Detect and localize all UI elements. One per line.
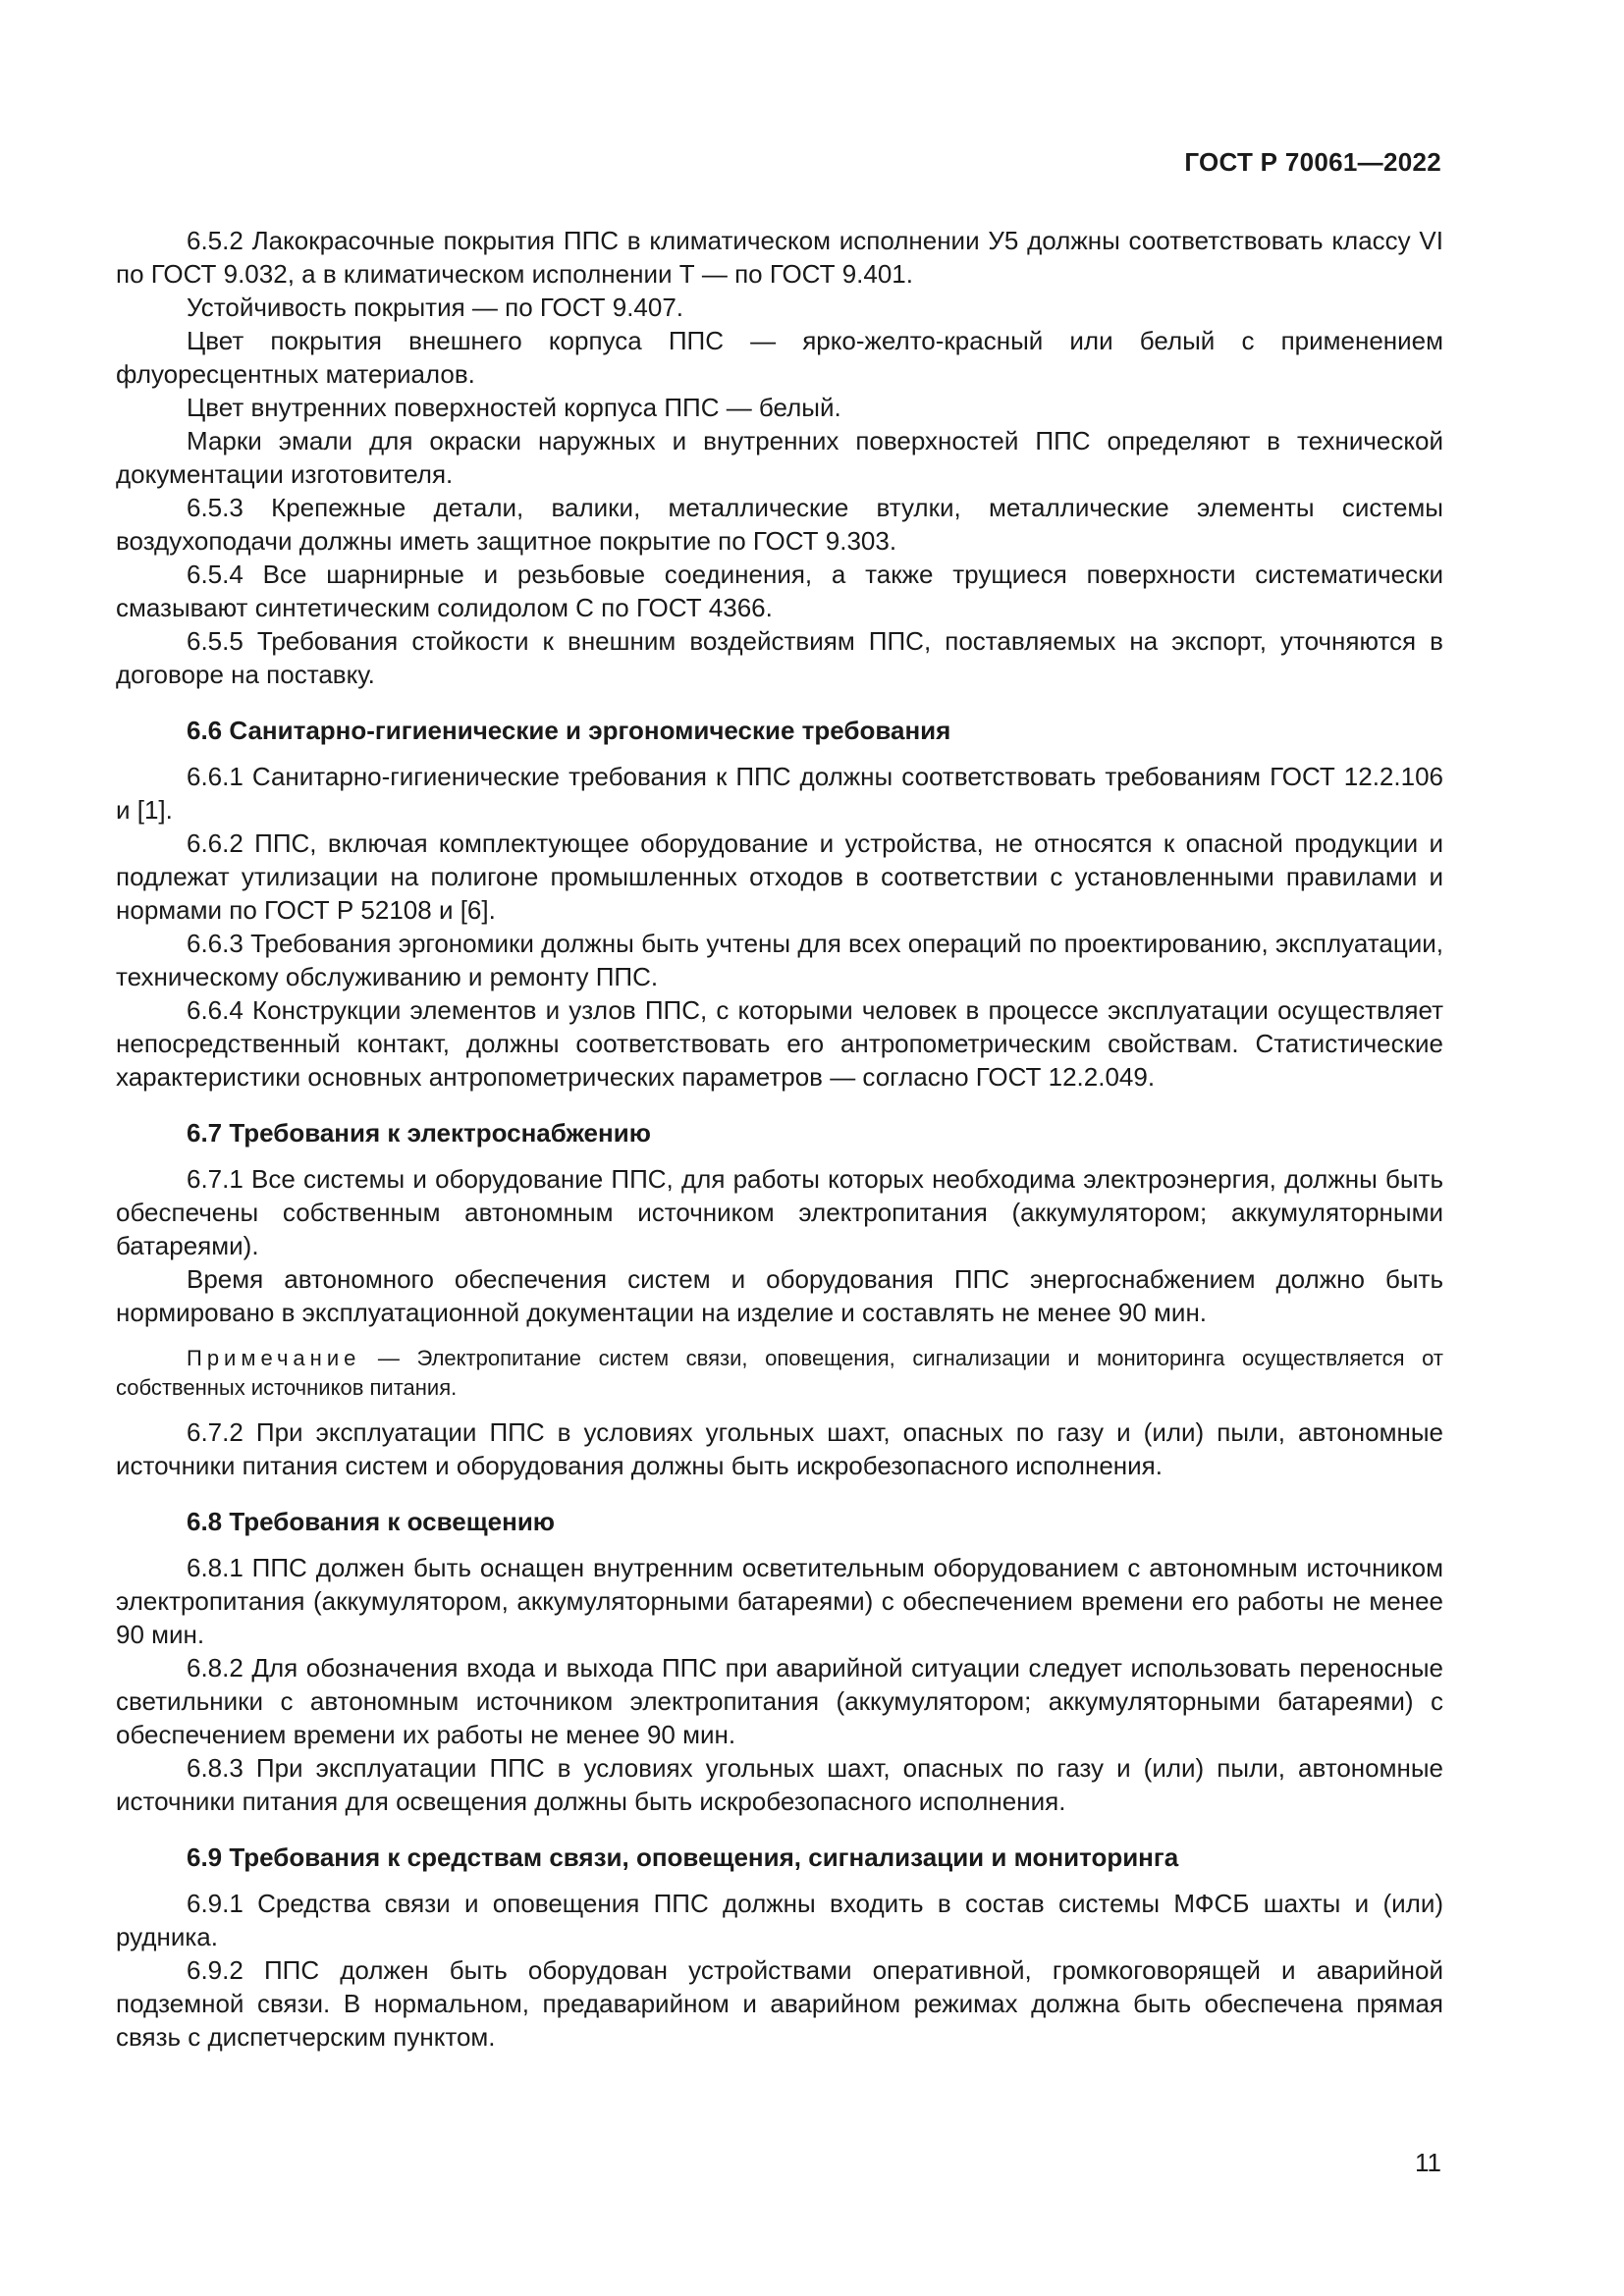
note-text: — Электропитание систем связи, оповещения, сигнализации и мониторинга осуществляется от собственных источников питания. <box>116 1346 1443 1400</box>
section-heading-6-6: 6.6 Санитарно-гигиенические и эргономические требования <box>187 716 951 745</box>
paragraph-6-5-4: 6.5.4 Все шарнирные и резьбовые соединения, а также трущиеся поверхности систематически смазывают синтетическим солидолом С по ГОСТ 4366. <box>116 560 1443 622</box>
paragraph-6-5-3: 6.5.3 Крепежные детали, валики, металлические втулки, металлические элементы системы воздухоподачи должны иметь защитное покрытие по ГОСТ 9.303. <box>116 493 1443 556</box>
page-number: 11 <box>1415 2148 1441 2177</box>
paragraph-6-8-1: 6.8.1 ППС должен быть оснащен внутренним осветительным оборудованием с автономным источником электропитания (аккумулятором, аккумуляторными батареями) с обеспечением времени его работы не менее 90 мин. <box>116 1553 1443 1649</box>
paragraph-6-6-1: 6.6.1 Санитарно-гигиенические требования к ППС должны соответствовать требованиям ГОСТ 12.2.106 и [1]. <box>116 762 1443 825</box>
paragraph-6-6-3: 6.6.3 Требования эргономики должны быть учтены для всех операций по проектированию, эксплуатации, техническому обслуживанию и ремонту ППС. <box>116 929 1443 991</box>
note <box>116 1344 1443 1403</box>
document-body <box>116 224 1443 2054</box>
paragraph-6-8-3: 6.8.3 При эксплуатации ППС в условиях угольных шахт, опасных по газу и (или) пыли, автономные источники питания для освещения должны быть искробезопасного исполнения. <box>116 1753 1443 1816</box>
paragraph-6-5-2: 6.5.2 Лакокрасочные покрытия ППС в климатическом исполнении У5 должны соответствовать классу VI по ГОСТ 9.032, а в климатическом исполнении Т — по ГОСТ 9.401. <box>116 226 1443 289</box>
section-heading-6-9: 6.9 Требования к средствам связи, оповещения, сигнализации и мониторинга <box>187 1842 1179 1872</box>
paragraph-6-6-2: 6.6.2 ППС, включая комплектующее оборудование и устройства, не относятся к опасной продукции и подлежат утилизации на полигоне промышленных отходов в соответствии с установленными правилами и нормами по ГОСТ Р 52108 и [6]. <box>116 828 1443 925</box>
note-label: Примечание <box>187 1346 361 1370</box>
section-heading-6-8: 6.8 Требования к освещению <box>187 1507 556 1536</box>
document-code-header: ГОСТ Р 70061—2022 <box>1184 147 1441 177</box>
paragraph-6-5-5: 6.5.5 Требования стойкости к внешним воздействиям ППС, поставляемых на экспорт, уточняются в договоре на поставку. <box>116 626 1443 689</box>
section-heading-6-7: 6.7 Требования к электроснабжению <box>187 1118 651 1148</box>
paragraph-6-7-1: 6.7.1 Все системы и оборудование ППС, для работы которых необходима электроэнергия, должны быть обеспечены собственным автономным источником электропитания (аккумулятором; аккумуляторными батареями). <box>116 1164 1443 1260</box>
paragraph-6-9-1: 6.9.1 Средства связи и оповещения ППС должны входить в состав системы МФСБ шахты и (или) рудника. <box>116 1889 1443 1951</box>
paragraph-outer-color: Цвет покрытия внешнего корпуса ППС — ярко-желто-красный или белый с применением флуоресцентных материалов. <box>116 326 1443 389</box>
paragraph-autonomy-time: Время автономного обеспечения систем и оборудования ППС энергоснабжением должно быть нормировано в эксплуатационной документации на изделие и составлять не менее 90 мин. <box>116 1264 1443 1327</box>
paragraph-6-6-4: 6.6.4 Конструкции элементов и узлов ППС, с которыми человек в процессе эксплуатации осуществляет непосредственный контакт, должны соответствовать его антропометрическим свойствам. Статистические характеристики основных антропометрических параметров — согласно ГОСТ 12.2.049. <box>116 995 1443 1092</box>
paragraph-inner-color: Цвет внутренних поверхностей корпуса ППС — белый. <box>187 393 841 422</box>
paragraph-enamel: Марки эмали для окраски наружных и внутренних поверхностей ППС определяют в технической документации изготовителя. <box>116 426 1443 489</box>
paragraph-6-8-2: 6.8.2 Для обозначения входа и выхода ППС при аварийной ситуации следует использовать переносные светильники с автономным источником электропитания (аккумулятором; аккумуляторными батареями) с обеспечением времени их работы не менее 90 мин. <box>116 1653 1443 1749</box>
paragraph-coating-resistance: Устойчивость покрытия — по ГОСТ 9.407. <box>187 293 684 322</box>
paragraph-6-9-2: 6.9.2 ППС должен быть оборудован устройствами оперативной, громкоговорящей и аварийной подземной связи. В нормальном, предаварийном и аварийном режимах должна быть обеспечена прямая связь с диспетчерским пунктом. <box>116 1955 1443 2052</box>
paragraph-6-7-2: 6.7.2 При эксплуатации ППС в условиях угольных шахт, опасных по газу и (или) пыли, автономные источники питания систем и оборудования должны быть искробезопасного исполнения. <box>116 1417 1443 1480</box>
